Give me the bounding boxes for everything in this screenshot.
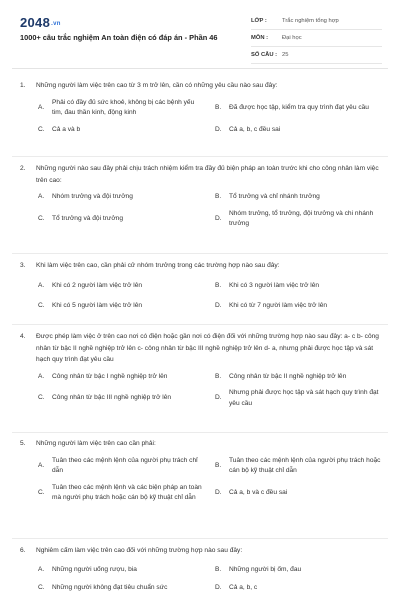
logo-text: 2048 — [20, 15, 51, 30]
option-text: Công nhân từ bậc II nghề nghiệp trở lên — [229, 372, 347, 380]
question-text-row — [20, 331, 382, 366]
info-row-count — [251, 47, 382, 64]
option-c[interactable] — [38, 388, 205, 409]
question-separator — [12, 156, 388, 157]
info-label: MÔN : — [251, 35, 269, 41]
question-number: 1. — [20, 82, 26, 89]
option-letter: B. — [215, 103, 222, 111]
question-text-row — [20, 545, 382, 557]
option-text: Những người không đạt tiêu chuẩn sức — [52, 584, 168, 591]
option-d[interactable] — [215, 125, 382, 136]
option-c[interactable] — [38, 209, 205, 230]
option-b[interactable] — [215, 281, 382, 292]
question-6 — [20, 545, 382, 594]
option-text: Tổ trưởng và đội trưởng — [52, 214, 123, 222]
option-text: Tuân theo các mệnh lệnh của người phụ trách chỉ dẫn — [52, 456, 198, 474]
question-separator — [12, 253, 388, 254]
option-text: Những người uống rượu, bia — [52, 565, 137, 573]
option-letter: D. — [215, 125, 222, 133]
option-d[interactable] — [215, 483, 382, 504]
info-row-class — [251, 13, 382, 30]
option-text: Nhưng phải được học tập và sát hạch quy trình đạt yêu cầu — [229, 389, 379, 407]
option-d[interactable] — [215, 583, 382, 594]
option-b[interactable] — [215, 98, 382, 119]
option-text: Cả a, b, c đều sai — [229, 125, 281, 133]
option-text: Tuân theo các mệnh lệnh của người phụ trách hoặc cán bộ kỹ thuật chỉ dẫn — [229, 456, 381, 474]
option-c[interactable] — [38, 301, 205, 312]
option-c[interactable] — [38, 125, 205, 136]
page-title: 1000+ câu trắc nghiệm An toàn điện có đáp án - Phần 46 — [20, 33, 218, 42]
info-value: Đại học — [282, 35, 302, 41]
option-b[interactable] — [215, 456, 382, 477]
option-letter: A. — [38, 193, 45, 200]
question-number: 6. — [20, 547, 26, 554]
option-letter: C. — [38, 394, 45, 402]
options — [38, 372, 382, 410]
option-letter: A. — [38, 103, 45, 111]
logo-suffix: .vn — [51, 21, 61, 27]
question-3 — [20, 260, 382, 312]
option-letter: C. — [38, 125, 45, 133]
options — [38, 281, 382, 312]
question-number: 5. — [20, 440, 26, 447]
option-b[interactable] — [215, 372, 382, 383]
question-5 — [20, 438, 382, 504]
info-label: LỚP : — [251, 18, 267, 24]
option-a[interactable] — [38, 456, 205, 477]
option-text: Nhóm trưởng và đội trưởng — [52, 193, 133, 200]
option-text: Cả a và b — [52, 125, 81, 133]
option-b[interactable] — [215, 565, 382, 576]
question-number: 2. — [20, 165, 26, 172]
info-row-subject — [251, 30, 382, 47]
option-text: Công nhân từ bậc III nghề nghiệp trở lên — [52, 394, 172, 402]
question-text-row — [20, 80, 382, 92]
options — [38, 192, 382, 230]
option-a[interactable] — [38, 192, 205, 203]
option-c[interactable] — [38, 583, 205, 594]
question-text-row — [20, 438, 382, 450]
info-value: Trắc nghiệm tổng hợp — [282, 18, 339, 24]
option-text: Cả a, b và c đều sai — [229, 488, 288, 496]
option-letter: A. — [38, 372, 45, 380]
option-letter: B. — [215, 372, 222, 380]
option-letter: B. — [215, 461, 222, 469]
option-letter: B. — [215, 281, 222, 289]
option-text: Khi có từ 7 người làm việc trở lên — [229, 302, 328, 309]
option-text: Phải có đầy đủ sức khoẻ, không bị các bệnh yếu tim, đau thần kinh, động kinh — [52, 98, 195, 116]
question-2 — [20, 163, 382, 230]
options — [38, 456, 382, 504]
question-text: Những người nào sau đây phải chịu trách nhiệm kiểm tra đầy đủ biện pháp an toàn trước khi cho công nhân làm việc trên cao: — [36, 165, 379, 184]
option-text: Khi có 5 người làm việc trở lên — [52, 302, 143, 309]
header — [0, 0, 400, 62]
option-b[interactable] — [215, 192, 382, 203]
option-a[interactable] — [38, 372, 205, 383]
question-text: Những người làm việc trên cao cần phải: — [36, 440, 156, 447]
option-text: Khi có 3 người làm việc trở lên — [229, 281, 320, 289]
option-letter: D. — [215, 214, 222, 222]
options — [38, 98, 382, 136]
option-letter: D. — [215, 302, 222, 309]
question-text: Nghiêm cấm làm việc trên cao đối với những trường hợp nào sau đây: — [36, 547, 243, 554]
info-value: 25 — [282, 52, 289, 58]
option-text: Tuân theo các mệnh lệnh và các biện pháp an toàn mà người phụ trách hoặc cán bộ kỹ thuật chỉ dẫn — [52, 483, 202, 501]
option-a[interactable] — [38, 98, 205, 119]
option-text: Cả a, b, c — [229, 584, 258, 591]
question-separator — [12, 432, 388, 433]
option-letter: A. — [38, 281, 45, 289]
option-letter: B. — [215, 193, 222, 200]
option-a[interactable] — [38, 281, 205, 292]
option-letter: D. — [215, 584, 222, 591]
option-d[interactable] — [215, 301, 382, 312]
site-logo[interactable] — [20, 15, 61, 30]
info-table — [251, 13, 382, 64]
option-letter: B. — [215, 565, 222, 573]
option-letter: D. — [215, 488, 222, 496]
option-text: Nhóm trưởng, tổ trưởng, đội trưởng và chi nhánh trưởng — [229, 209, 374, 227]
option-letter: C. — [38, 488, 45, 496]
option-text: Tổ trưởng và chỉ nhánh trưởng — [229, 193, 320, 200]
question-separator — [12, 324, 388, 325]
option-letter: D. — [215, 394, 222, 402]
info-label: SỐ CÂU : — [251, 52, 278, 58]
question-number: 3. — [20, 262, 26, 269]
question-text: Được phép làm việc ở trên cao nơi có điện hoặc gần nơi có điện đối với những trường hợp nào sau đây: a- c b- công nhân từ bậc II nghề nghiệp trở lên c- công nhân từ bậc III nghề nghiệp trở lên d- a, nhưng phải được học tập và sát hạch quy trình đạt yêu cầu — [36, 333, 379, 363]
option-text: Khi có 2 người làm việc trở lên — [52, 281, 143, 289]
question-1 — [20, 80, 382, 135]
option-text: Những người bị ốm, đau — [229, 565, 302, 573]
option-letter: A. — [38, 461, 45, 469]
header-divider — [12, 68, 388, 69]
option-c[interactable] — [38, 483, 205, 504]
question-4 — [20, 331, 382, 409]
option-letter: A. — [38, 565, 45, 573]
question-text-row — [20, 260, 382, 272]
question-text: Khi làm việc trên cao, cần phải cử nhóm trưởng trong các trường hợp nào sau đây: — [36, 262, 280, 269]
option-a[interactable] — [38, 565, 205, 576]
question-number: 4. — [20, 333, 26, 340]
option-d[interactable] — [215, 209, 382, 230]
question-text-row — [20, 163, 382, 186]
option-letter: C. — [38, 302, 45, 309]
question-text: Những người làm việc trên cao từ 3 m trở lên, cần có những yêu cầu nào sau đây: — [36, 82, 278, 89]
option-text: Đã được học tập, kiểm tra quy trình đạt yêu cầu — [229, 103, 369, 111]
question-separator — [12, 538, 388, 539]
option-letter: C. — [38, 214, 45, 222]
options — [38, 565, 382, 594]
option-text: Công nhân từ bậc I nghề nghiệp trở lên — [52, 372, 168, 380]
option-letter: C. — [38, 584, 45, 591]
option-d[interactable] — [215, 388, 382, 409]
